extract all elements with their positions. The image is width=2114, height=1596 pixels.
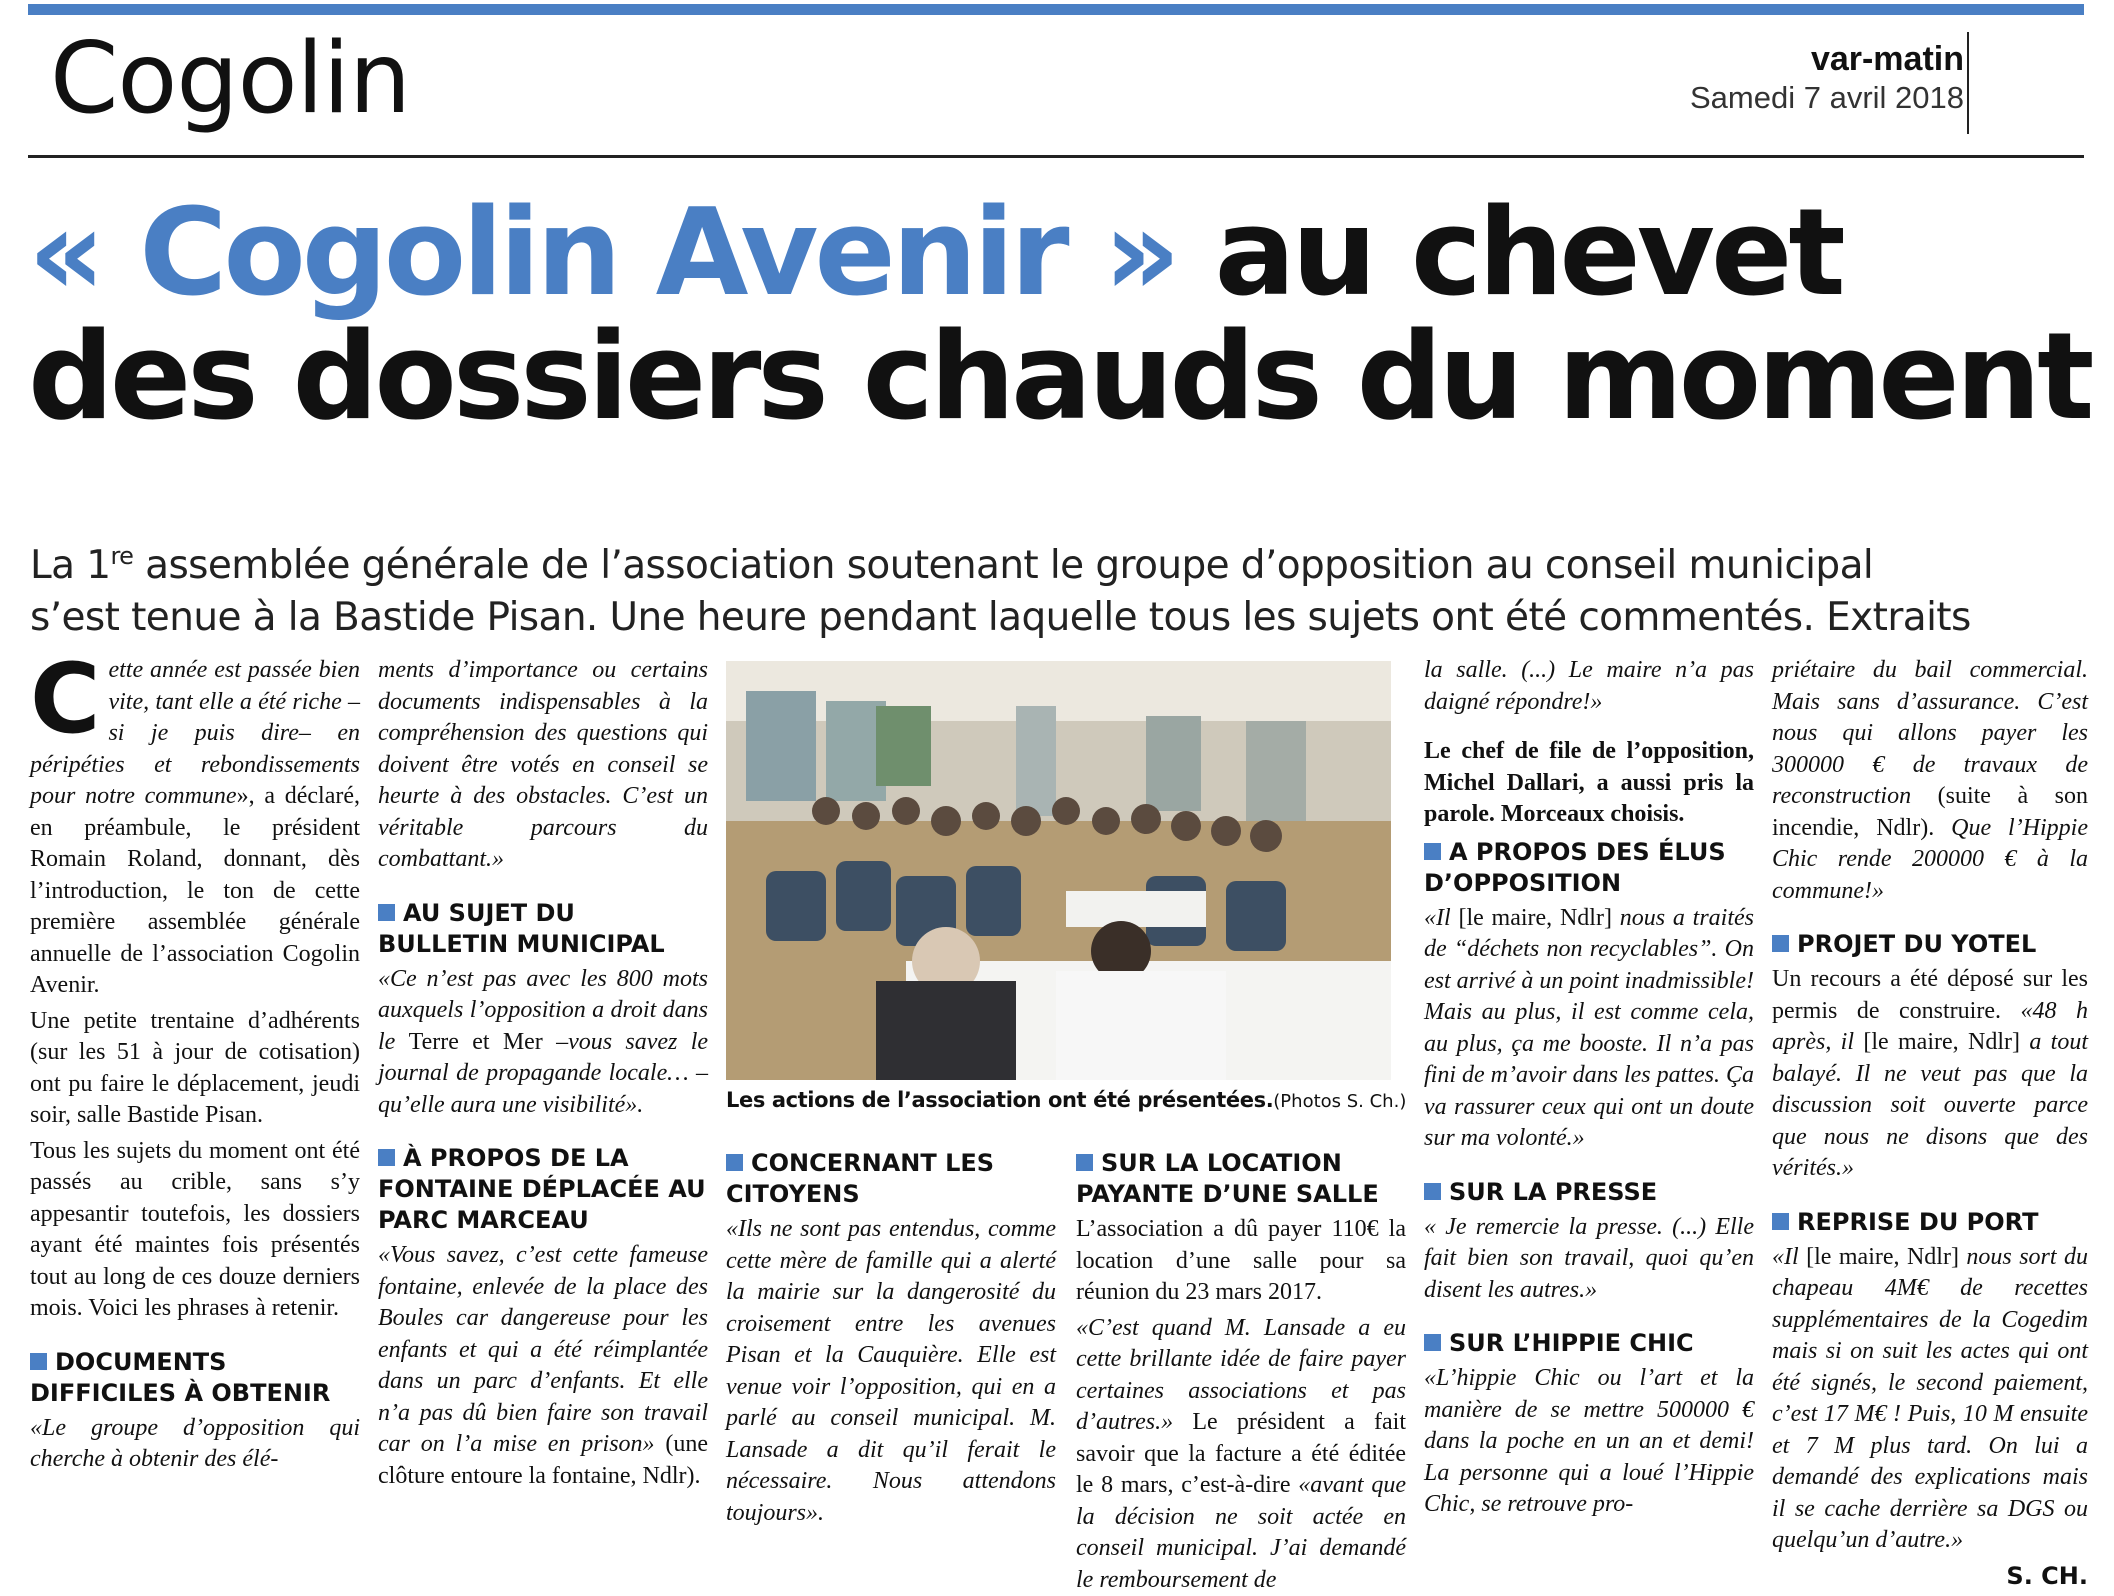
standfirst-line-1 — [30, 540, 2090, 592]
column-2 — [378, 655, 708, 1570]
quote-text: «Ce n’est pas avec les 800 mots auxquels l’opposition a droit dans le — [378, 966, 708, 1055]
quote-paragraph — [378, 964, 708, 1122]
subhead-port — [1772, 1207, 2088, 1238]
body-text: Un recours a été déposé sur les permis de construire. — [1772, 966, 2088, 1024]
quote-text: «avant que la décision ne soit actée en conseil municipal. J’ai demandé le remboursement de — [1076, 1472, 1406, 1593]
publication-date: Samedi 7 avril 2018 — [1690, 78, 1964, 118]
subhead-text: PROJET DU YOTEL — [1797, 930, 2036, 958]
square-bullet-icon — [1424, 1183, 1441, 1200]
quote-paragraph — [1772, 655, 2088, 907]
headline-rest: au chevet — [1177, 184, 1842, 323]
subhead-bulletin — [378, 898, 708, 960]
top-accent-bar — [28, 4, 2084, 15]
meeting-photo — [726, 661, 1391, 1080]
quote-text: priétaire du bail commercial. Mais sans d’assurance. C’est nous qui allons payer les 300000 € de travaux de reconstruction — [1772, 657, 2088, 809]
lead-paragraph — [30, 655, 360, 1002]
body-text: (une clôture entoure la fontaine, Ndlr). — [378, 1431, 708, 1489]
subhead-text: À PROPOS DE LA FONTAINE DÉPLACÉE AU PARC MARCEAU — [378, 1144, 706, 1234]
photo-credit: (Photos S. Ch.) — [1273, 1091, 1406, 1112]
body-text: Le président a fait savoir que la facture a été éditée le 8 mars, c’est-à-dire — [1076, 1409, 1406, 1498]
intro-paragraph: Le chef de file de l’opposition, Michel Dallari, a aussi pris la parole. Morceaux choisis. — [1424, 736, 1754, 831]
ordinal-superscript: re — [110, 542, 133, 570]
quote-paragraph — [1772, 1242, 2088, 1557]
subhead-text: A PROPOS DES ÉLUS D’OPPOSITION — [1424, 838, 1726, 897]
quote-paragraph — [1076, 1313, 1406, 1596]
quote-paragraph: «Le groupe d’opposition qui cherche à obtenir des élé- — [30, 1413, 360, 1476]
square-bullet-icon — [1772, 1213, 1789, 1230]
quote-text: «C’est quand M. Lansade a eu cette brillante idée de faire payer certaines associations et pas d’autres.» — [1076, 1315, 1406, 1436]
square-bullet-icon — [1076, 1154, 1093, 1171]
subhead-text: SUR LA LOCATION PAYANTE D’UNE SALLE — [1076, 1149, 1379, 1208]
masthead-divider — [1967, 32, 1969, 134]
headline-highlight: « Cogolin Avenir » — [28, 184, 1177, 323]
headline-line-1 — [28, 192, 2098, 316]
subhead-yotel — [1772, 929, 2088, 960]
meeting-photo-illustration — [726, 661, 1391, 1080]
body-paragraph — [1772, 964, 2088, 1185]
body-text: [le maire, Ndlr] — [1458, 905, 1612, 931]
caption-text: Les actions de l’association ont été présentées. — [726, 1088, 1273, 1112]
quote-text: nous sort du chapeau 4M€ de recettes supplémentaires de la Cogedim mais si on suit les actes qui ont été signés, le second paiement, c’est 17 M€ ! Puis, 10 M ensuite et 7 M plus tard. On lui a demandé des explications mais il se cache derrière sa DGS ou quelqu’un d’autre.» — [1772, 1244, 2088, 1554]
standfirst-text: La 1 — [30, 543, 110, 588]
quote-text: «Vous savez, c’est cette fameuse fontaine, enlevée de la place des Boules car dangereuse pour les enfants et qui a été réimplantée dans un parc d’enfants. Et elle n’a pas dû bien faire son travail car on l’a mise en prison» — [378, 1242, 708, 1457]
quote-paragraph: la salle. (...) Le maire n’a pas daigné répondre!» — [1424, 655, 1754, 718]
subhead-text: SUR L’HIPPIE CHIC — [1449, 1329, 1694, 1357]
body-text: [le maire, Ndlr] — [1806, 1244, 1959, 1270]
subhead-text: AU SUJET DU BULLETIN MUNICIPAL — [378, 899, 665, 958]
square-bullet-icon — [1772, 935, 1789, 952]
subhead-elus — [1424, 837, 1754, 899]
subhead-location — [1076, 1148, 1406, 1210]
column-5 — [1424, 655, 1754, 1570]
square-bullet-icon — [30, 1353, 47, 1370]
body-paragraph: L’association a dû payer 110€ la location d’une salle pour sa réunion du 23 mars 2017. — [1076, 1214, 1406, 1309]
subhead-text: SUR LA PRESSE — [1449, 1178, 1657, 1206]
square-bullet-icon — [726, 1154, 743, 1171]
photo-caption — [726, 1086, 1406, 1116]
quote-paragraph: «Ils ne sont pas entendus, comme cette mère de famille qui a alerté la mairie sur la dangerosité du croisement entre les avenues Pisan et la Cauquière. Elle est venue voir l’opposition, qui en a parlé au conseil municipal. M. Lansade a dit qu’il ferait le nécessaire. Nous attendons toujours». — [726, 1214, 1056, 1529]
square-bullet-icon — [378, 1149, 395, 1166]
quote-text: «Il — [1772, 1244, 1806, 1270]
headline — [28, 192, 2098, 440]
body-text: », a déclaré, en préambule, le président Romain Roland, donnant, dès l’introduction, le ton de cette première assemblée générale annuelle de l’association Cogolin Avenir. — [30, 783, 360, 998]
quote-paragraph — [1424, 903, 1754, 1155]
body-text: Terre et Mer — [409, 1029, 543, 1055]
column-6 — [1772, 655, 2088, 1570]
square-bullet-icon — [1424, 1334, 1441, 1351]
body-paragraph: Tous les sujets du moment ont été passés au crible, sans s’y appesantir toutefois, les dossiers ayant été maintes fois présentés tout au long de ces douze derniers mois. Voici les phrases à retenir. — [30, 1136, 360, 1325]
standfirst — [30, 540, 2090, 644]
subhead-citoyens — [726, 1148, 1056, 1210]
square-bullet-icon — [378, 904, 395, 921]
subhead-text: REPRISE DU PORT — [1797, 1208, 2038, 1236]
column-4 — [1076, 1148, 1406, 1568]
square-bullet-icon — [1424, 843, 1441, 860]
section-title: Cogolin — [50, 24, 410, 134]
subhead-fontaine — [378, 1143, 708, 1236]
quote-text: a tout balayé. Il ne veut pas que la discussion soit ouverte parce que nous ne disons que des vérités.» — [1772, 1029, 2088, 1181]
headline-line-2: des dossiers chauds du moment — [28, 316, 2098, 440]
subhead-documents — [30, 1347, 360, 1409]
subhead-text: DOCUMENTS DIFFICILES À OBTENIR — [30, 1348, 330, 1407]
column-1 — [30, 655, 360, 1570]
drop-cap: C — [30, 659, 100, 739]
quote-text: Que l’Hippie Chic rende 200000 € à la commune!» — [1772, 815, 2088, 904]
masthead — [1690, 40, 1964, 118]
quote-paragraph — [378, 1240, 708, 1492]
quote-text: nous a traités de “déchets non recyclables”. On est arrivé à un point inadmissible! Mais au plus, il est comme cela, au plus, ça me booste. Il n’a pas fini de m’avoir dans les pattes. Ça va rassurer ceux qui ont un doute sur ma volonté.» — [1424, 905, 1754, 1152]
newspaper-name: var-matin — [1690, 40, 1964, 78]
quote-text: –vous savez le journal de propagande locale… – qu’elle aura une visibilité». — [378, 1029, 708, 1118]
standfirst-text: assemblée générale de l’association soutenant le groupe d’opposition au conseil municipal — [133, 543, 1873, 588]
quote-paragraph: ments d’importance ou certains documents indispensables à la compréhension des questions qui doivent être votés en conseil se heurte à des obstacles. C’est un véritable parcours du combattant.» — [378, 655, 708, 876]
standfirst-line-2: s’est tenue à la Bastide Pisan. Une heure pendant laquelle tous les sujets ont été commentés. Extraits — [30, 592, 2090, 644]
body-paragraph: Une petite trentaine d’adhérents (sur les 51 à jour de cotisation) ont pu faire le déplacement, jeudi soir, salle Bastide Pisan. — [30, 1006, 360, 1132]
quote-paragraph: «L’hippie Chic ou l’art et la manière de se mettre 500000 € dans la poche en un an et demi! La personne qui a loué l’Hippie Chic, se retrouve pro- — [1424, 1363, 1754, 1521]
quote-paragraph: « Je remercie la presse. (...) Elle fait bien son travail, quoi qu’en disent les autres.» — [1424, 1212, 1754, 1307]
quote-text: «Il — [1424, 905, 1458, 931]
header-rule — [28, 155, 2084, 158]
subhead-presse — [1424, 1177, 1754, 1208]
quote-text: «48 h après, il — [1772, 998, 2088, 1056]
subhead-text: CONCERNANT LES CITOYENS — [726, 1149, 994, 1208]
subhead-hippie-chic — [1424, 1328, 1754, 1359]
body-text: (suite à son incendie, Ndlr). — [1772, 783, 2088, 841]
column-3 — [726, 1148, 1056, 1568]
quote-text: ette année est passée bien vite, tant elle a été riche –si je puis dire– en péripéties et rebondissements pour notre commune — [30, 657, 360, 809]
author-signature: S. CH. — [1772, 1561, 2088, 1593]
body-text: [le maire, Ndlr] — [1863, 1029, 2020, 1055]
